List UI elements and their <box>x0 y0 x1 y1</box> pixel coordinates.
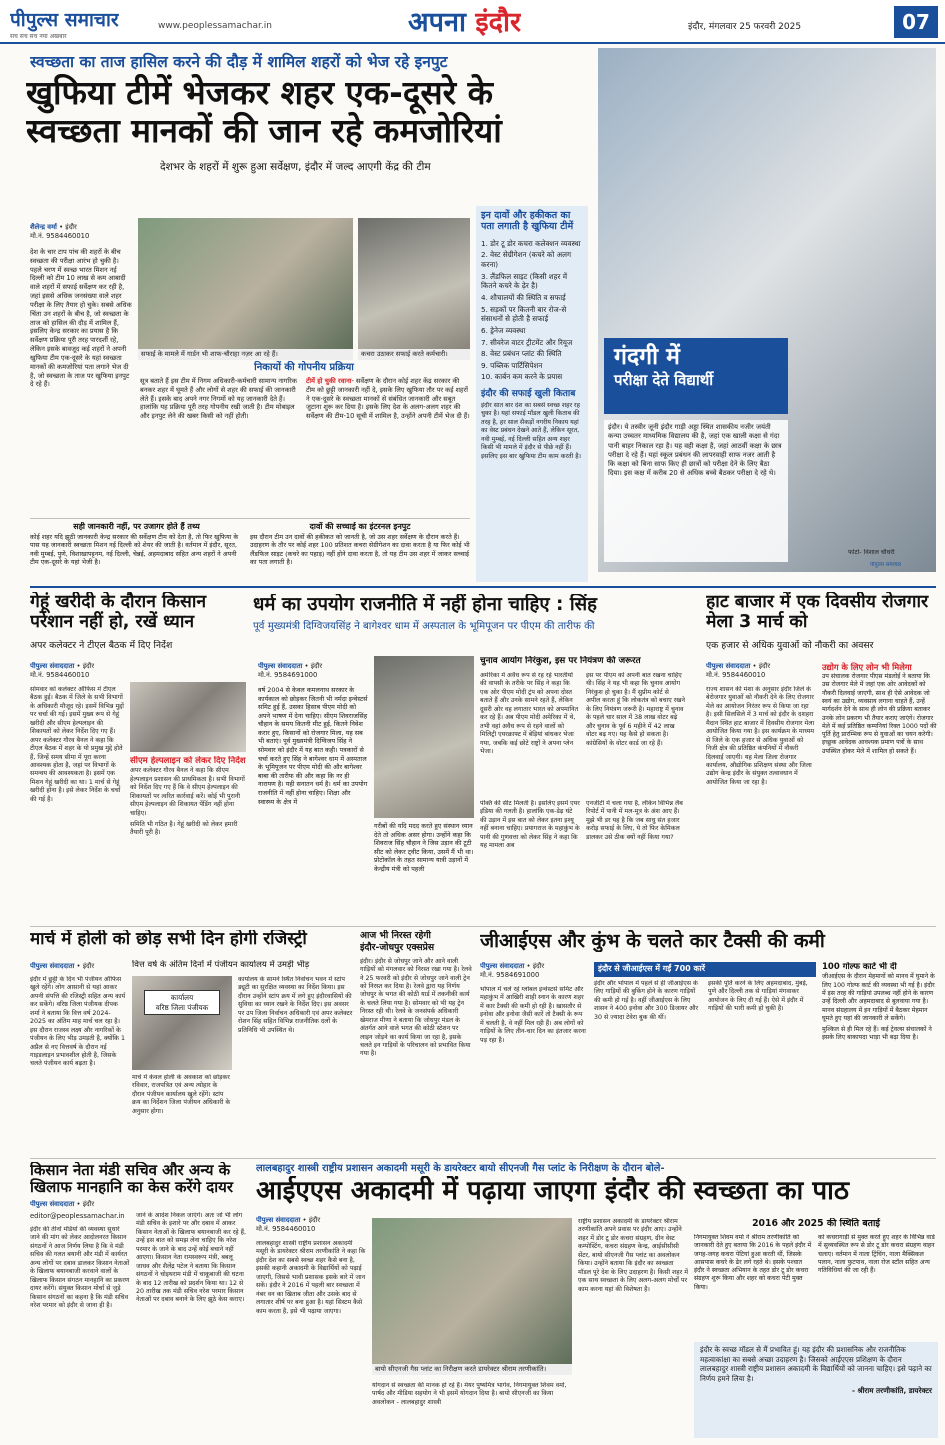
biocng-photo-caption: बायो सीएनजी गैस प्लांट का निरीक्षण करते डायरेक्टर श्रीराम तरणीकांति। <box>372 1364 572 1375</box>
haat-headline: हाट बाजार में एक दिवसीय रोजगार मेला 3 मार्च को <box>706 592 929 633</box>
taxi-body-col3: इसकी पूर्ति करने के लिए अहमदाबाद, मुंबई, पुणे और दिल्ली तक से गाड़ियां मंगवाकर आयोजन के लिए दी गई हैं। ऐसे में इंदौर में गाड़ियों की भारी कमी हो चुकी है। <box>708 980 808 1013</box>
biocng-plant-photo <box>372 1218 572 1364</box>
digvijay-body-col1: वर्ष 2004 से केवल कमलनाथ सरकार के कार्यकाल को छोड़कर जितनी भी नर्मदा इन्वेस्टर्स समिट हुई हैं, उसका हिसाब पीएम मोदी को अपने भाषण में देना चाहिए। सीएम शिवराजसिंह चौहान के समय कितनी मीट हुई, कितने निवेश करार हुए, किसानों को रोजगार मिला, यह सब भी बताएं। पूर्व मुख्यमंत्री दिग्विजय सिंह ने सोमवार को इंदौर में यह बात कही। पत्रकारों से चर्चा करते हुए सिंह ने बागेश्वर धाम में अस्पताल के भूमिपूजन पर पीएम मोदी की और बागेश्वर बाबा की तारीफ की और कहा कि नर ही नारायण है। यही सनातन धर्म है। धर्म का उपयोग राजनीति में नहीं होना चाहिए। शिक्षा और स्वास्थ्य के क्षेत्र में <box>258 686 368 806</box>
digvijay-photo <box>374 656 474 818</box>
section-divider <box>30 586 936 588</box>
divider <box>30 518 470 519</box>
taxi-headline: जीआईएस और कुंभ के चलते कार टैक्सी की कमी <box>480 930 825 952</box>
digvijay-byline: पीपुल्स संवाददाता • इंदौर मो.नं. 9584691000 <box>258 662 323 680</box>
school-story-banner: गंदगी में परीक्षा देते विद्यार्थी <box>604 338 788 414</box>
train-box: आज भी निरस्त रहेगी इंदौर-जोधपुर एक्सप्रेस इंदौर। इंदौर से जोधपुर जाने और आने वाली गाड़ियों को मंगलवार को निरस्त रखा गया है। रेलवे ने 25 फरवरी को इंदौर से जोधपुर जाने वाली ट्रेन को निरस्त कर दिया है। रेलवे द्वारा यह निर्णय जोधपुर के भगत की कोठी यार्ड में तकनीकी कार्य के चलते लिया गया है। सोमवार को भी यह ट्रेन निरस्त रही थी। रेलवे के जनसंपर्क अधिकारी खेमराज मीणा ने बताया कि जोधपुर मंडल के अंतर्गत आने वाले भगत की कोठी स्टेशन पर लाइन जोड़ने का कार्य किया जा रहा है, इसके चलते इन गाड़ियों के परिचालन को प्रभावित किया गया है। <box>360 930 472 1058</box>
mandi-email[interactable]: editor@peoplessamachar.in <box>30 1212 125 1220</box>
tl-meeting-photo <box>130 682 246 752</box>
ias-stat-text: निगमायुक्त शिवम वर्मा ने श्रीराम तरणीकांति को जानकारी देते हुए बताया कि 2016 के पहले इंदौर में जगह-जगह कचरा पेटियां हुआ करती थीं, जिसके आसपास कचरे के ढेर लगे रहते थे। इसके पश्चात इंदौर ने स्वच्छता अभियान के तहत डोर टू डोर कचरा संग्रहण शुरू किया और शहर को कचरा पेटी मुक्त किया। <box>694 1234 812 1291</box>
eci-subhead: चुनाव आयोग निरंकुश, इस पर नियंत्रण की जरूरत <box>480 656 641 666</box>
lead-kicker: स्वच्छता का ताज हासिल करने की दौड़ में शामिल शहरों को भेज रहे इनपुट <box>30 53 448 71</box>
digvijay-body-col4a: इस पर पीएम को अपनी बात रखना चाहिए थी। सिंह ने यह भी कहा कि चुनाव आयोग निरंकुश हो चुका है। मैं सुप्रीम कोर्ट से अपील करता हूं कि लोकतंत्र को बचाए रखने के लिए नियंत्रण जरूरी है। महाराष्ट्र में चुनाव के पहले चार साल में 38 लाख वोटर बढ़े और चुनाव के पूर्व 6 महीने में 42 लाख वोटर बढ़ गए। यह कैसे हो सकता है। कांग्रेसियों के वोटर कार्ड जा रहे हैं। <box>586 672 685 747</box>
garden-photo-caption: सफाई के मामले में गार्डन भी शाफ-चौराहा नज़र आ रहे हैं। <box>138 349 353 360</box>
checklist-item: 5. सड़कों पर कितनी बार रोज-से संसाधनों से होती है सफाई <box>481 304 567 324</box>
taxi-body-col2: इंदौर और भोपाल में पहले से ही जीआईएस के लिए गाड़ियों की बुकिंग होने के कारण गाड़ियों की कमी हो गई है। वहीं जीआईएस के लिए शासन ने 400 इनोवा और 300 डिजायर और 30 से ज्यादा टेवेरा बुक की थीं। <box>594 980 699 1021</box>
mandi-headline: किसान नेता मंडी सचिव और अन्य के खिलाफ मानहानि का केस करेंगे दायर <box>30 1162 233 1197</box>
checklist-item: 10. कार्बन कम करने के प्रयास <box>481 372 563 382</box>
checklist-item: 2. वेस्ट सेग्रीगेशन (कचरे को अलग करना) <box>481 250 572 270</box>
ias-stat-text-2: को कचरागाड़ी से मुक्त करते हुए शहर के विभिन्न वार्ड में सुव्यवस्थित रूप से डोर टू डोर कचरा संग्रहण वाहन चलाए। वर्तमान में नाला ट्रिंचिंग, नाला मैक्सिकल पलान, नाला फुटपाथ, नाला रोज स्टॉल सहित अन्य गतिविधियां की जा रही हैं। <box>818 1234 935 1275</box>
mandi-byline: पीपुल्स संवाददाता • इंदौर <box>30 1200 95 1208</box>
cleaning-photo <box>358 218 470 349</box>
registry-office-photo <box>132 976 232 1070</box>
masthead <box>0 0 945 44</box>
wheat-byline: पीपुल्स संवाददाता • इंदौर मो.नं. 9584460010 <box>30 662 95 680</box>
teams-dispatched: टीमें हो चुकी रवाना- सर्वेक्षण के दौरान कोई शहर केंद्र सरकार की टीम को छुट्टी जानकारी नहीं दे, इसके लिए खुफिया तौर पर कई शहरों ने एक-दूसरे के स्वच्छता मानकों से संबंधित जानकारी और सबूत जुटाना शुरू कर दिया है। इसके लिए देश के अलग-अलग शहर की सर्वेक्षण की टीम-10 सूची में शामिल है, उन्होंने अपनी टीमें भेज दी हैं। <box>306 377 470 421</box>
holi-body-col1: इंदौर में छुट्टी के दिन भी पंजीयन ऑफिस खुले रहेंगे। लोग आसानी से यहां आकर अपनी संपत्ति की रजिस्ट्री सहित अन्य कार्य कर सकेंगे। वरिष्ठ जिला पंजीयक दीपक शर्मा ने बताया कि वित्त वर्ष 2024-2025 का अंतिम माह मार्च चल रहा है। इस दौरान राजस्व लक्ष्य और नागरिकों के पंजीयन के लिए भीड़ उमड़ती है, क्योंकि 1 अप्रैल से नए वित्तवर्ष के दौरान नई गाइडलाइन प्रभावशील होती है, जिसके चलते पंजीयन कार्य बढ़ता है। <box>30 976 126 1068</box>
wheat-headline: गेहूं खरीदी के दौरान किसान परेशान नहीं हो, रखें ध्यान <box>30 592 207 633</box>
claims-checklist-panel: इन दावों और हकीकत का पता लगाती है खुफिया टीमें 1. डोर टू डोर कचरा कलेक्शन व्यवस्था 2. वेस्ट सेग्रीगेशन (कचरे को अलग करना) 3. लैंडफिल साइट (किसी शहर में कितने कचरे के ढ़ेर है) 4. शौचालयों की स्थिति व सफाई 5. सड़कों पर कितनी बार रोज-से संसाधनों से होती है सफाई 6. ड्रेनेज व्यवस्था 7. सीवरेज वाटर ट्रीटमेंट और रियूज 8. वेस्ट प्रबंधन प्लांट की स्थिति 9. पब्लिक पार्टिसिपेशन 10. कार्बन कम करने के प्रयास इंदौर की सफाई खुली किताब इंदौर सात बार देश का सबसे स्वच्छ शहर रह चुका है। यहां सफाई मॉडल खुली किताब की तरह है, हर साल सैकड़ों नगरीय निकाय यहां का वेस्ट प्रबंधन देखने आते हैं, लेकिन सूरत, नवी मुम्बई, नई दिल्ली सहित अन्य शहर किसी भी मामले में इंदौर से पीछे नहीं हैं। इसलिए इस बार खुफिया टीम काम करती है। <box>476 206 588 582</box>
indore-open-book-head: इंदौर की सफाई खुली किताब <box>481 389 576 400</box>
taxi-highlight-band: इंदौर से जीआईएस में गईं 700 कारें <box>594 962 816 977</box>
ias-byline: पीपुल्स संवाददाता • इंदौर मो.नं. 9584460010 <box>256 1216 321 1234</box>
mandi-body-col1: इंदौर की तीनों मंडियों की व्यवस्था सुधारे जाने की मांग को लेकर आदोलनरत किसान संगठनों ने आज निर्णय लिया है कि वे मंडी सचिव की गलत बयानी और मंडी में कार्यरत अन्य लोगों पर दबाव डालकर किसान नेताओं के खिलाफ बयानबाजी करवाने वालों के खिलाफ किसान संगठन मानहानि का प्रकरण दायर करेंगे। संयुक्त किसान मोर्चा से जुड़े किसान संगठनों का कहना है कि मंडी सचिव नरेश परमार को इंदौर से जाना ही है। <box>30 1226 130 1309</box>
ias-body-col3: राष्ट्रीय प्रशासन अकादमी के डायरेक्टर श्रीराम तरणीकांति अपने प्रवास पर इंदौर आए। उन्होंने शहर में डोर टू डोर कचरा संग्रहण, ग्रीन वेस्ट कम्पोस्टिंग, कचरा संग्रहण केन्द्र, आईसीसीसी सेंटर, बायो सीएनजी गैस प्लांट का अवलोकन किया। उन्होंने बताया कि इंदौर का स्वच्छता मॉडल पूरे देश के लिए उदाहरण है। किसी शहर में एक साथ स्वच्छता के लिए अलग-अलग मोर्चों पर काम करना यहां की विशेषता है। <box>578 1218 688 1293</box>
secret-process-text: सूत्र बताते हैं इस टीम में निगम अधिकारी-कर्मचारी सामान्य नागरिक बनकर शहर में घूमते हैं और लोगों से शहर की सफाई की जानकारी लेते हैं। इसके बाद अपने नगर निगमों को यह जानकारी देते हैं। हालांकि यह प्रक्रिया पूरी तरह गोपनीय रखी जाती है। टीम मोबाइल और इनपुट लेने की खबर किसी को नहीं होती। <box>140 377 297 421</box>
lead-subhead: देशभर के शहरों में शुरू हुआ सर्वेक्षण, इंदौर में जल्द आएगी केंद्र की टीम <box>160 161 431 173</box>
registry-office-sign: कार्यालय वरिष्ठ जिला पंजीयक <box>144 990 220 1015</box>
brand-stamp: पीपुल्स समाचार <box>870 562 902 568</box>
checklist-item: 3. लैंडफिल साइट (किसी शहर में कितने कचरे के ढ़ेर है) <box>481 271 567 291</box>
checklist-item: 1. डोर टू डोर कचरा कलेक्शन व्यवस्था <box>481 238 581 248</box>
newspaper-logo: पीपुल्स समाचार सच सच सच नया अखबार <box>10 9 119 41</box>
holi-body-col2: मार्च में केवल होली के अवकाश को छोड़कर रविवार, राजपत्रित एवं अन्य त्योहार के दौरान पंजीयन कार्यालय खुले रहेंगे। स्टांप क्रय का निर्देशन जिला पंजीयन अधिकारी के अनुसार होगा। <box>132 1074 231 1115</box>
haat-subhead: एक हजार से अधिक युवाओं को नौकरी का अवसर <box>706 640 874 651</box>
checklist-items <box>481 238 583 383</box>
checklist-item: 6. ड्रेनेज व्यवस्था <box>481 325 526 335</box>
loan-box: उद्योग के लिए लोन भी मिलेगा उप संचालक रोजगार पीएस मंडलोई ने बताया कि उस रोजगार मेले में जहां एक ओर आवेदकों को नौकरी दिलवाई जाएगी, साथ ही ऐसे आवेदक जो स्वयं का उद्योग, व्यवसाय लगाना चाहते हैं, उन्हें मार्गदर्शन देने के साथ ही लोन की प्रक्रिया बताकर उनके लोन प्रकरण भी तैयार कराए जाएंगे। रोजगार मेले में कई प्रतिष्ठित कम्पनियां रिक्त 1000 पदों की पूर्ति हेतु प्रारम्भिक रूप से युवाओं का चयन करेगी। इच्छुक आवेदक आवश्यक प्रमाण पत्रों के साथ उपस्थित होकर मेले में शामिल हो सकते हैं। <box>822 662 937 755</box>
cm-helpline-box: सीएम हेल्पलाइन को लेकर दिए निर्देश अपर कलेक्टर गौरव बैनल ने कहा कि सीएम हेल्पलाइन प्रशासन की प्राथमिकता है। सभी विभागों को निर्देश दिए गए हैं कि वे सीएम हेल्पलाइन की शिकायतों पर त्वरित कार्रवाई करें। कोई भी पुरानी सीएम हेल्पलाइन की शिकायत पेंडिंग नहीं होना चाहिए। समिति भी गठित है। गेहूं खरीदी को लेकर हमारी तैयारी पूरी है। <box>130 756 246 837</box>
mandi-body-col2: जाने के आदेश निकल जाएंगे। अतः जो भी लोग मंडी सचिव के इशारे पर और दबाव में आकर किसान नेताओं के खिलाफ बयानबाजी कर रहे हैं, उन्हें इस बात को समझ लेना चाहिए कि नरेश परमार के जाने के बाद उन्हें कोई बचाने नहीं आएगा। किसान नेता रामस्वरूप मंत्री, बबलू जाधव और शैलेंद्र पटेल ने बताया कि किसान संगठनों ने चोइथराम मंडी में चाकूबाजी की घटना के बाद 12 तारीख को प्रदर्शन किया था। 12 से 20 तारीख तक मंडी सचिव नरेश परमार किसान नेताओं पर दबाव बनाने के लिए झूठे केस कराए। <box>136 1212 246 1304</box>
digvijay-body-col4b: एनजीटी में चला गया है, लेकिन विभिन्न लैब रिपोर्ट में पानी में मल-मूत्र के अंश आए हैं। मुझे भी डर यह है कि जब साधु संत हजार करोड़ सफाई के लिए, ये तो फिर केमिकल डालकर उसे ठीक क्यों नहीं किया गया? <box>586 800 683 841</box>
photo-credit: फोटो- विशाल चौधरी <box>848 549 895 556</box>
golf-cart-box: 100 गोल्फ कार्ट भी दी जीआईएस के दौरान मेहमानों को मानव में घुमाने के लिए 100 गोल्फ कार्ट की व्यवस्था भी गई है। इंदौर में इस तरह की गाड़ियां उपलब्ध नहीं होने के कारण उन्हें दिल्ली और अहमदाबाद से बुलवाया गया है। मानव संग्रहालय में इन गाड़ियों में बैठकर मेहमान घूमते हुए यहां की जानकारी ले सकेंगे। मुश्किल से ही मिल रहे हैं। कई ट्रेवल्स संचालकों ने इसके लिए बाकायदा भाड़ा भी बढ़ा दिया है। <box>822 962 935 1042</box>
indore-open-book-text: इंदौर सात बार देश का सबसे स्वच्छ शहर रह चुका है। यहां सफाई मॉडल खुली किताब की तरह है, हर साल सैकड़ों नगरीय निकाय यहां का वेस्ट प्रबंधन देखने आते हैं, लेकिन सूरत, नवी मुम्बई, नई दिल्ली सहित अन्य शहर किसी भी मामले में इंदौर से पीछे नहीं हैं। इसलिए इस बार खुफिया टीम काम करती है। <box>481 401 581 460</box>
ias-headline: आईएएस अकादमी में पढ़ाया जाएगा इंदौर की स्वच्छता का पाठ <box>256 1176 849 1206</box>
page-number: 07 <box>894 6 938 38</box>
ias-stat-head: 2016 और 2025 की स्थिति बताई <box>752 1218 880 1229</box>
wheat-body: सोमवार को कलेक्टर ऑफिस में टीएल बैठक हुई। बैठक में जिले के सभी विभागों के अधिकारी मौजूद रहे। इसमें विभिन्न मुद्दों पर चर्चा की गई। इसमें मुख्य रूप से गेहूं खरीदी और सीएम हेल्पलाइन की शिकायतों को लेकर निर्देश दिए गए हैं। अपर कलेक्टर गौरव बैनल ने कहा कि टीएल बैठक में शहर के यो प्रमुख मुद्दे होते हैं, जिन्हें समय सीमा में पूरा करना आवश्यक होता है, जहां पर विभागों के समन्वय की आवश्यकता है। इसमें एक मिशन गेहूं खरीदी का था। 1 मार्च से गेहूं खरीदी होना है। इसे लेकर निर्देश के चर्चा की गई है। <box>30 686 124 803</box>
internet-input-box: दावों की सच्चाई का इंटरनल इनपुट इस दौरान टीम उन दावों की हकीकत को जानती है, जो उस शहर सर्वेक्षण के दौरान करते हैं। उदाहरण के तौर पर कोई शहर 100 प्रतिशत कचरा सेग्रीगेशन का दावा करता है या फिर कोई भी लैंडफिल साइट (कचरे का पहाड़) नहीं होने दावा करता है, तो यह टीम उस शहर में जाकर सच्चाई का पता लगाती है। <box>250 522 470 567</box>
secret-process-head: निकायों की गोपनीय प्रक्रिया <box>254 362 354 373</box>
lead-headline: खुफिया टीमें भेजकर शहर एक-दूसरे के स्वच्छता मानकों की जान रहे कमजोरियां <box>26 74 502 150</box>
digvijay-body-col3a: अमेरिका में अवैध रूप से रह रहे भारतीयों की वापसी के तरीके पर सिंह ने कहा कि एक ओर पीएम मोदी ट्रंप को अपना दोस्त बताते हैं और उनके सामने रहते हैं, लेकिन दूसरी ओर वह लगातार भारत को अपमानित कर रहे हैं। अब पीएम मोदी अमेरिका में थे, तभी वहां अवैध रूप से रहने वालों को मिलिट्री एयरक्राफ्ट में बेड़ियां बांधकर भेजा गया, जबकि कई छोटे राष्ट्रों ने अपना प्लेन भेजा। <box>480 672 579 755</box>
haat-body: राज्य शासन की मंशा के अनुसार इंदौर जिले के बेरोजगार युवाओं को नौकरी देने के लिए रोजगार मेले का आयोजन निरंतर रूप से किया जा रहा है। इसी सिलसिले में 3 मार्च को इंदौर के दशहरा मैदान स्थित हाट बाजार में दिवसीय रोजगार मेला आयोजित किया गया है। इस कार्यक्रम के माध्यम से जिले के एक हजार से अधिक युवाओं को निजी क्षेत्र की प्रतिष्ठित कंपनियों में नौकरी दिलवाई जाएगी। यह मेला जिला रोजगार कार्यालय, औद्योगिक प्रशिक्षण संस्था और जिला उद्योग केन्द्र इंदौर के संयुक्त तत्वावधान में आयोजित किया जा रहा है। <box>706 686 815 786</box>
section-title: अपना इंदौर <box>408 7 521 38</box>
divider <box>30 926 936 927</box>
digvijay-headline: धर्म का उपयोग राजनीति में नहीं होना चाहिए : सिंह <box>253 594 597 615</box>
holi-byline: पीपुल्स संवाददाता • इंदौर <box>30 962 95 970</box>
haat-byline: पीपुल्स संवाददाता • इंदौर मो.नं. 9584460010 <box>706 662 771 680</box>
holi-body-col3: कार्यालय के सामने स्थित निर्वाचन भवन में स्टांप ड्यूटी का सुरक्षित व्यवस्था का निर्देश किया। इस दौरान उन्होंने स्टांप क्रय में लगे हुए इंदौरवासियों की सुविधा का ध्यान रखने के निर्देश दिए। इस अवसर पर उप जिला निर्वाचन अधिकारी एवं अपर कलेक्टर रोशन सिंह सहित विभिन्न राजनीतिक दलों के प्रतिनिधि भी उपस्थित थे। <box>238 976 353 1034</box>
checklist-item: 4. शौचालयों की स्थिति व सफाई <box>481 292 566 302</box>
taxi-body-col1: भोपाल में चले रहे ग्लोबल इन्वेस्टर्स समिट और महाकुंभ में आखिरी शाही स्नान के कारण शहर में कार टैक्सी की कमी हो रही है। खासतौर से इनोवा और इनोवा जैसी कारें तो टैक्सी के रूप में चलती है, वे नहीं मिल रही हैं। अब लोगों को गाड़ियों के लिए तीन-चार दिन का इंतजार करना पड़ रहा है। <box>480 986 586 1044</box>
cleaning-photo-caption: कचरा उठाकर सफाई करते कर्मचारी। <box>358 349 470 360</box>
digvijay-body-col2: गरीबों की यदि मदद करते हुए संस्थान ध्यान देते तो अधिक असर होगा। उन्होंने कहा कि शिवराज सिंह चौहान ने जिस उड़ान की टूटी सीट को लेकर ट्वीट किया, उसमें मैं भी था। प्रोटोकॉल के तहत सामान्य यात्री उड़ानों में केन्द्रीय मंत्री को पहली <box>374 822 474 873</box>
ias-kicker: लालबहादुर शास्त्री राष्ट्रीय प्रशासन अकादमी मसूरी के डायरेक्टर बायो सीएनजी गैस प्लांट के निरीक्षण के दौरान बोले- <box>256 1163 665 1174</box>
wheat-subhead: अपर कलेक्टर ने टीएल बैठक में दिए निर्देश <box>30 640 173 651</box>
digvijay-subhead: पूर्व मुख्यमंत्री दिग्विजयसिंह ने बागेश्वर धाम में अस्पताल के भूमिपूजन पर पीएम की तारीफ की <box>253 621 595 632</box>
holi-headline: मार्च में होली को छोड़ सभी दिन होगी रजिस्ट्री <box>30 930 307 949</box>
truth-box: सही जानकारी नहीं, पर उजागर होते हैं तथ्य कोई शहर यदि झूठी जानकारी केन्द्र सरकार की सर्वेक्षण टीम को देता है, तो फिर खुफिया के पास यह जानकारी स्वच्छता मिशन नई दिल्ली को शेयर की जाती है। वर्तमान में इंदौर, सूरत, नवी मुम्बई, पुणे, विशाखापट्टनम, नई दिल्ली, चेन्नई, अहमदाबाद सहित अन्य शहरों ने अपनी टीम एक-दूसरे के यहां भेजी है। <box>30 522 239 567</box>
dateline: इंदौर, मंगलवार 25 फरवरी 2025 <box>688 22 802 32</box>
director-quote: इंदौर के स्वच्छ मॉडल से मैं प्रभावित हूं। यह इंदौर की प्रशासनिक और राजनीतिक महत्वाकांक्षा का सबसे अच्छा उदाहरण है। जिसको आईएएस प्रशिक्षण के दौरान लालबहादुर शास्त्री राष्ट्रीय प्रशासन अकादमी के विद्यार्थियों को जानना चाहिए। इसे पढ़ाने का निर्णय हमने लिया है। - श्रीराम तरणीकांति, डायरेक्टर <box>694 1342 938 1438</box>
ias-body-col2: योगदान से स्वच्छता की मानक हो रहे हैं। मेयर पुष्यमित्र भार्गव, निगमायुक्त शिवम वर्मा, पार्षद और मीडिया सहयोग ने भी इसमें योगदान दिया है। बायो सीएनजी का किया अवलोकन - लालबहादुर शास्त्री <box>372 1382 567 1406</box>
taxi-byline: पीपुल्स संवाददाता • इंदौर मो.नं. 9584691000 <box>480 962 545 980</box>
checklist-item: 7. सीवरेज वाटर ट्रीटमेंट और रियूज <box>481 337 573 347</box>
website-url[interactable]: www.peoplessamachar.in <box>158 21 272 31</box>
checklist-item: 8. वेस्ट प्रबंधन प्लांट की स्थिति <box>481 349 562 359</box>
divider <box>30 1158 936 1159</box>
lead-body-col1: देश के चार टाप पांच की शहरों के बीच स्वच्छता की परीक्षा आरंभ हो चुकी है। पहले चरण में स्वच्छ भारत मिशन नई दिल्ली को टीम 10 लाख से कम आबादी वाले शहरों में सफाई सर्वेक्षण कर रही है, जहां इससे अधिक जनसंख्या वाले शहर परीक्षा के लिए तैयार हो चुके। सबसे अधिक चिंता उन शहरों के बीच है, जो स्वच्छता के ताज को हासिल की दौड़ में शामिल हैं, इसलिए केन्द्र सरकार का प्रयास है कि सर्वेक्षण प्रक्रिया पूरी तरह पारदर्शी रहे, लेकिन इसके बावजूद कई शहरों ने अपनी खुफिया टीम एक-दूसरे के यहां स्वच्छता मानकों की कमजोरियां पता लगाने भेज दी है, जो स्वच्छता के ताज पर खुफिया इनपुट दे रहे हैं। <box>30 248 132 389</box>
holi-subhead: वित्त वर्ष के अंतिम दिनों में पंजीयन कार्यालय में उमड़ी भीड़ <box>132 960 310 970</box>
digvijay-body-col3b: पंक्ति की सीट मिलती है। इसलिए इसमें एयर इंडिया की गलती है। हालांकि एक-डेढ़ घंटे की उड़ान में इस बात को लेकर इतना इश्यू नहीं बनाना चाहिए। प्रयागराज के महाकुंभ के पानी की गुणवत्ता को लेकर सिंह ने कहा कि यह मामला अब <box>480 800 580 850</box>
checklist-item: 9. पब्लिक पार्टिसिपेशन <box>481 360 543 370</box>
school-story-text: इंदौर। ये तस्वीर जूनी इंदौर गाड़ी अड्डा स्थित शासकीय नजीर जयंती कन्या उच्चतर माध्यमिक विद्यालय की है, जहां एक खाली कक्षा से गंदा पानी बाहर निकाल रहा है। यह वही कक्षा है, जहां आठवीं कक्षा के छात्र परीक्षा दे रहे हैं। यहां स्कूल प्रबंधन की लापरवाही साफ नजर आती है कि कक्षा को बिना साफ किए ही छात्रों को परीक्षा देने के लिए बैठा दिया। इस कक्ष में करीब 20 से अधिक बच्चे बैठकर परीक्षा दे रहे थे। <box>604 420 788 562</box>
ias-body-col1: लालबहादुर शास्त्री राष्ट्रीय प्रशासन अकादमी मसूरी के डायरेक्टर श्रीराम तरणीकांति ने कहा कि इंदौर देश का सबसे स्वच्छ शहर कैसे बना है, इसकी कहानी अकादमी के विद्यार्थियों को पढ़ाई जाएगी, जिससे भावी प्रशासक इसके बारे में जान सकें। इंदौर ने 2016 में पहली बार स्वच्छता में नंबर वन का खिताब जीता और उसके बाद से लगातार शीर्ष पर बना हुआ है। यहां सिस्टम कैसे काम करता है, इसे भी पढ़ाया जाएगा। <box>256 1240 366 1315</box>
lead-byline: शैलेन्द्र वर्मा • इंदौर मो.नं. 9584460010 <box>30 223 90 241</box>
garden-photo <box>138 218 353 349</box>
